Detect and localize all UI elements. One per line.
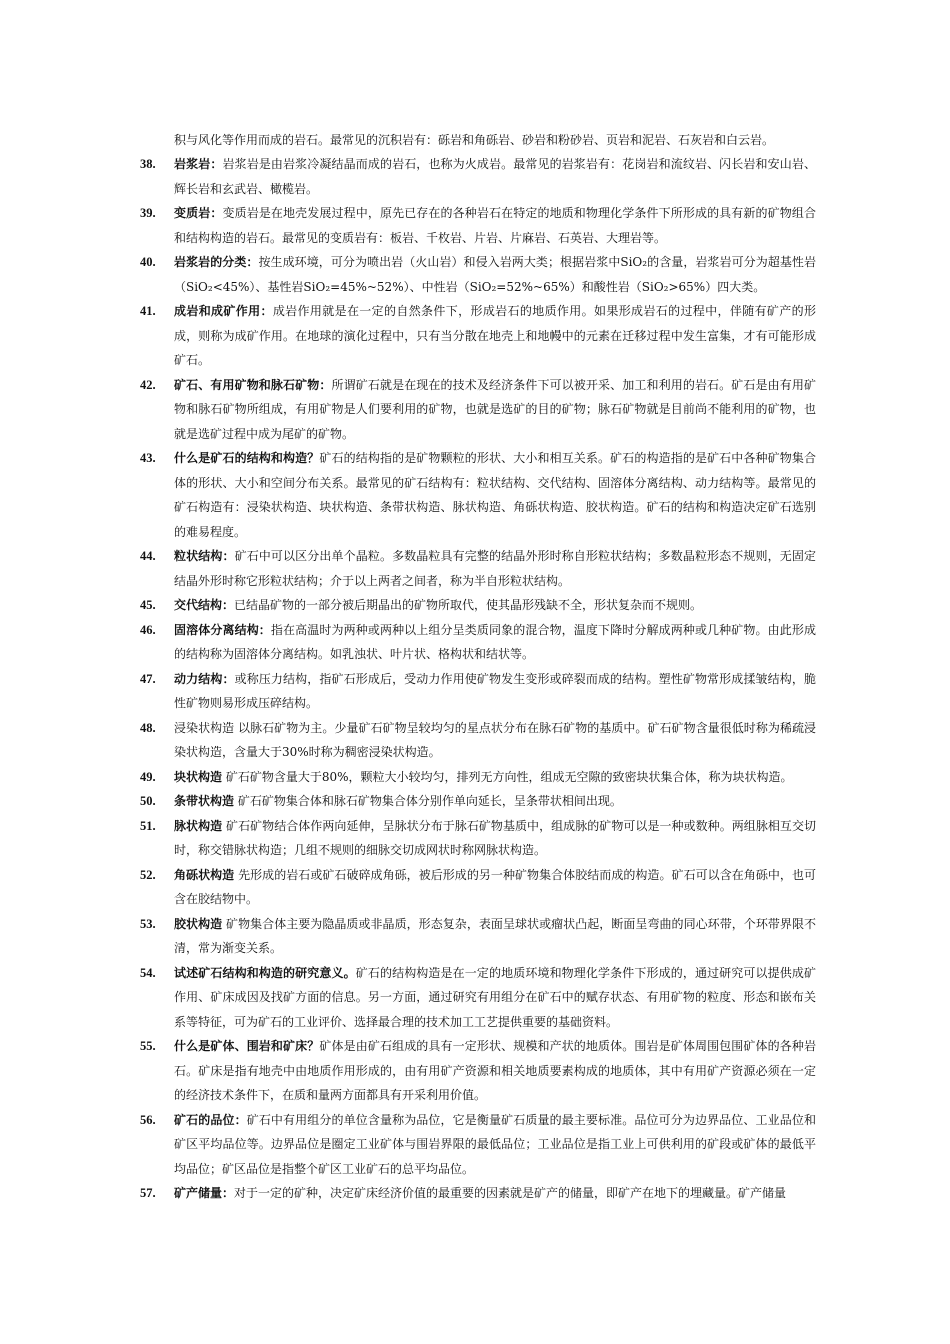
item-term: 矿产储量： (174, 1186, 235, 1200)
item-number: 40. (140, 255, 156, 269)
list-item (140, 446, 816, 544)
item-number: 43. (140, 451, 156, 465)
item-term: 粒状结构： (174, 549, 235, 563)
list-item (140, 789, 816, 814)
item-number: 51. (140, 818, 156, 833)
item-text: 所谓矿石就是在现在的技术及经济条件下可以被开采、加工和利用的岩石。矿石是由有用矿物和脉石矿物所组成，有用矿物是人们要利用的矿物，也就是选矿的目的矿物；脉石矿物就是目前尚不能利用的矿物，也就是选矿过程中成为尾矿的矿物。 (174, 377, 816, 441)
item-term: 胶状构造 (174, 916, 223, 931)
list-item (140, 912, 816, 961)
item-body (174, 446, 816, 544)
item-text: 或称压力结构，指矿石形成后，受动力作用使矿物发生变形或碎裂而成的结构。塑性矿物常形成揉皱结构，脆性矿物则易形成压碎结构。 (174, 671, 816, 710)
item-text: 指在高温时为两种或两种以上组分呈类质同象的混合物，温度下降时分解成两种或几种矿物。由此形成的结构称为固溶体分离结构。如乳浊状、叶片状、格构状和结状等。 (174, 622, 816, 661)
item-body (174, 1108, 816, 1182)
list-item (140, 961, 816, 1035)
item-text: 矿物集合体主要为隐晶质或非晶质，形态复杂，表面呈球状或瘤状凸起，断面呈弯曲的同心环带，个环带界限不清，常为渐变关系。 (174, 916, 816, 955)
list-item (140, 544, 816, 593)
item-body (174, 765, 816, 790)
item-body (174, 544, 816, 593)
intro-paragraph: 积与风化等作用而成的岩石。最常见的沉积岩有：砾岩和角砾岩、砂岩和粉砂岩、页岩和泥岩、石灰岩和白云岩。 (174, 133, 775, 147)
item-text: 变质岩是在地壳发展过程中，原先已存在的各种岩石在特定的地质和物理化学条件下所形成的具有新的矿物组合和结构构造的岩石。最常见的变质岩有：板岩、千枚岩、片岩、片麻岩、石英岩、大理岩等。 (174, 206, 816, 245)
item-body (174, 961, 816, 1035)
list-item (140, 667, 816, 716)
item-number: 44. (140, 549, 156, 563)
item-number: 52. (140, 867, 156, 882)
list-item (140, 1034, 816, 1108)
item-number: 54. (140, 965, 156, 980)
list-item (140, 201, 816, 250)
item-text: 已结晶矿物的一部分被后期晶出的矿物所取代，使其晶形残缺不全，形状复杂而不规则。 (234, 598, 703, 612)
item-number: 56. (140, 1112, 156, 1127)
item-text: 先形成的岩石或矿石破碎成角砾，被后形成的另一种矿物集合体胶结而成的构造。矿石可以含在角砾中，也可含在胶结物中。 (174, 867, 816, 906)
item-text: 岩浆岩是由岩浆冷凝结晶而成的岩石，也称为火成岩。最常见的岩浆岩有：花岗岩和流纹岩、闪长岩和安山岩、辉长岩和玄武岩、橄榄岩。 (174, 157, 816, 196)
item-term: 什么是矿体、围岩和矿床？ (174, 1039, 320, 1053)
item-number: 38. (140, 157, 156, 171)
item-text: 按生成环境，可分为喷出岩（火山岩）和侵入岩两大类；根据岩浆中SiO₂的含量，岩浆岩可分为超基性岩（SiO₂<45%）、基性岩SiO₂=45%~52%）、中性岩（SiO₂=52%~65%）和酸性岩（SiO₂>65%）四大类。 (174, 255, 816, 294)
item-body (174, 1181, 816, 1206)
item-body (174, 716, 816, 765)
item-body (174, 250, 816, 299)
item-term: 角砾状构造 (174, 867, 235, 882)
list-item (140, 593, 816, 618)
item-term: 动力结构： (174, 671, 235, 686)
item-body (174, 912, 816, 961)
item-body (174, 299, 816, 373)
item-term: 变质岩： (174, 206, 223, 220)
item-term: 成岩和成矿作用： (174, 304, 273, 318)
item-number: 50. (140, 794, 156, 808)
item-number: 53. (140, 916, 156, 931)
item-term: 固溶体分离结构： (174, 622, 271, 637)
item-body (174, 1034, 816, 1108)
item-body (174, 152, 816, 201)
item-body (174, 201, 816, 250)
item-body (174, 373, 816, 447)
list-item (140, 373, 816, 447)
item-term: 试述矿石结构和构造的研究意义。 (174, 965, 356, 980)
item-body (174, 789, 816, 814)
item-number: 45. (140, 598, 156, 612)
item-text: 矿石矿物集合体和脉石矿物集合体分别作单向延长，呈条带状相间出现。 (234, 794, 622, 808)
item-text: 矿石的结构构造是在一定的地质环境和物理化学条件下形成的，通过研究可以提供成矿作用、矿床成因及找矿方面的信息。另一方面，通过研究有用组分在矿石中的赋存状态、有用矿物的粒度、形态和嵌布关系等特征，可为矿石的工业评价、选择最合理的技术加工工艺提供重要的基础资料。 (174, 965, 816, 1029)
item-term: 脉状构造 (174, 818, 223, 833)
item-term: 块状构造 (174, 769, 223, 784)
item-body (174, 814, 816, 863)
list-item (140, 863, 816, 912)
item-body (174, 618, 816, 667)
item-term: 交代结构： (174, 598, 235, 612)
item-text: 矿石中可以区分出单个晶粒。多数晶粒具有完整的结晶外形时称自形粒状结构；多数晶粒形态不规则，无固定结晶外形时称它形粒状结构；介于以上两者之间者，称为半自形粒状结构。 (174, 549, 816, 588)
item-number: 41. (140, 304, 156, 318)
item-number: 39. (140, 206, 156, 220)
item-text: 矿石矿物结合体作两向延伸，呈脉状分布于脉石矿物基质中，组成脉的矿物可以是一种或数种。两组脉相互交切时，称交错脉状构造；几组不规则的细脉交切成网状时称网脉状构造。 (174, 818, 816, 857)
item-text: 矿体是由矿石组成的具有一定形状、规模和产状的地质体。围岩是矿体周围包围矿体的各种岩石。矿床是指有地壳中由地质作用形成的，由有用矿产资源和相关地质要素构成的地质体，其中有用矿产资源必须在一定的经济技术条件下，在质和量两方面都具有开采利用价值。 (174, 1039, 816, 1102)
list-item (140, 618, 816, 667)
list-item (140, 814, 816, 863)
item-number: 48. (140, 720, 156, 735)
item-text: 矿石矿物含量大于80%，颗粒大小较均匀，排列无方向性，组成无空隙的致密块状集合体，称为块状构造。 (222, 769, 793, 784)
list-item (140, 1108, 816, 1182)
item-number: 55. (140, 1039, 156, 1053)
list-item (140, 152, 816, 201)
item-text: 成岩作用就是在一定的自然条件下，形成岩石的地质作用。如果形成岩石的过程中，伴随有矿产的形成，则称为成矿作用。在地球的演化过程中，只有当分散在地壳上和地幔中的元素在迁移过程中发生富集，才有可能形成矿石。 (174, 304, 816, 367)
item-text: 对于一定的矿种，决定矿床经济价值的最重要的因素就是矿产的储量，即矿产在地下的埋藏量。矿产储量 (234, 1186, 787, 1200)
item-body (174, 863, 816, 912)
list-item (140, 716, 816, 765)
item-number: 57. (140, 1186, 156, 1200)
numbered-list (140, 152, 816, 1206)
item-text: 矿石中有用组分的单位含量称为品位，它是衡量矿石质量的最主要标准。品位可分为边界品位、工业品位和矿区平均品位等。边界品位是圈定工业矿体与围岩界限的最低品位；工业品位是指工业上可供利用的矿段或矿体的最低平均品位；矿区品位是指整个矿区工业矿石的总平均品位。 (174, 1112, 816, 1176)
item-term: 什么是矿石的结构和构造？ (174, 451, 320, 465)
item-term: 矿石的品位： (174, 1112, 247, 1127)
item-number: 49. (140, 769, 156, 784)
item-text: 浸染状构造 以脉石矿物为主。少量矿石矿物呈较均匀的星点状分布在脉石矿物的基质中。矿石矿物含量很低时称为稀疏浸染状构造，含量大于30%时称为稠密浸染状构造。 (174, 720, 816, 759)
item-term: 条带状构造 (174, 794, 235, 808)
item-body (174, 667, 816, 716)
item-term: 矿石、有用矿物和脉石矿物： (174, 377, 332, 392)
item-body (174, 593, 816, 618)
list-item (140, 1181, 816, 1206)
item-number: 46. (140, 622, 156, 637)
item-term: 岩浆岩的分类： (174, 255, 259, 269)
list-item (140, 765, 816, 790)
list-item (140, 250, 816, 299)
item-number: 47. (140, 671, 156, 686)
list-item (140, 299, 816, 373)
item-text: 矿石的结构指的是矿物颗粒的形状、大小和相互关系。矿石的构造指的是矿石中各种矿物集合体的形状、大小和空间分布关系。最常见的矿石结构有：粒状结构、交代结构、固溶体分离结构、动力结构等。最常见的矿石构造有：浸染状构造、块状构造、条带状构造、脉状构造、角砾状构造、胶状构造。矿石的结构和构造决定矿石选别的难易程度。 (174, 451, 816, 539)
item-number: 42. (140, 377, 156, 392)
item-term: 岩浆岩： (174, 157, 223, 171)
